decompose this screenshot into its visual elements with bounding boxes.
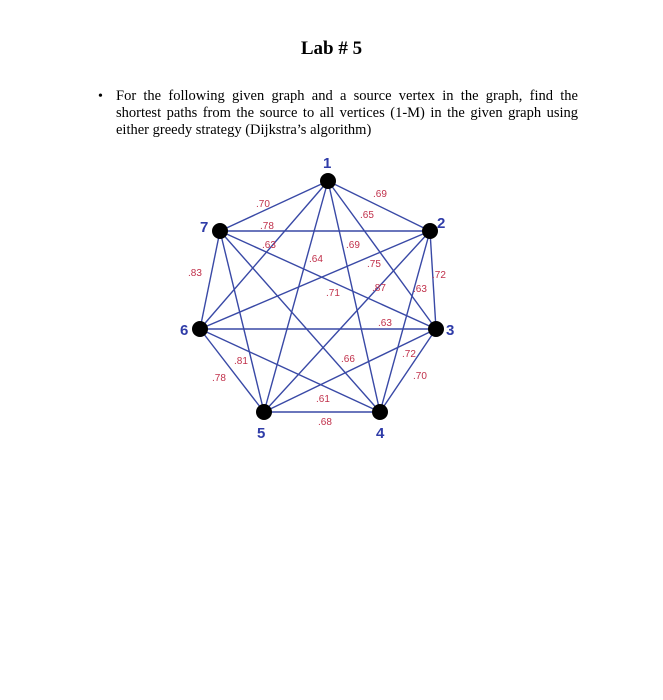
edge-2-6 <box>200 231 430 329</box>
edge-weight-label: .72 <box>402 349 416 360</box>
edge-1-7 <box>220 181 328 231</box>
edge-3-7 <box>220 231 436 329</box>
graph-edges <box>200 181 436 412</box>
edge-weight-label: .70 <box>256 199 270 210</box>
vertex-1 <box>320 173 336 189</box>
edge-weight-label: .71 <box>326 288 340 299</box>
edge-6-7 <box>200 231 220 329</box>
edge-weight-label: .63 <box>413 284 427 295</box>
edge-weight-label: .66 <box>341 354 355 365</box>
instruction-text: For the following given graph and a source vertex in the graph, find the shortest paths from the source to all vertices (1-M) in the given graph using either greedy strategy (Dijkstra’s algorithm) <box>116 88 578 138</box>
vertex-label-2: 2 <box>437 215 446 232</box>
vertex-3 <box>428 321 444 337</box>
edge-weight-label: .68 <box>318 417 332 428</box>
edge-weight-label: .63 <box>378 318 392 329</box>
edge-weight-label: .64 <box>309 254 323 265</box>
edge-weight-label: .75 <box>367 259 381 270</box>
vertex-label-6: 6 <box>180 322 189 339</box>
vertex-7 <box>212 223 228 239</box>
edge-weight-label: .87 <box>372 283 386 294</box>
vertex-label-4: 4 <box>376 425 385 442</box>
bullet-symbol: • <box>98 89 103 104</box>
page-title: Lab # 5 <box>300 38 363 59</box>
edge-5-7 <box>220 231 264 412</box>
vertex-5 <box>256 404 272 420</box>
edge-weight-label: .63 <box>262 240 276 251</box>
edge-weight-label: .83 <box>188 268 202 279</box>
vertex-4 <box>372 404 388 420</box>
edge-weight-label: .65 <box>360 210 374 221</box>
edge-3-4 <box>380 329 436 412</box>
vertex-label-7: 7 <box>200 219 209 236</box>
edge-weight-label: .72 <box>432 270 446 281</box>
edge-weight-label: .70 <box>413 371 427 382</box>
edge-weight-label: .78 <box>212 373 226 384</box>
vertex-label-5: 5 <box>257 425 266 442</box>
vertex-label-3: 3 <box>446 322 455 339</box>
edge-weight-label: .81 <box>234 356 248 367</box>
edge-weight-label: .78 <box>260 221 274 232</box>
edge-4-7 <box>220 231 380 412</box>
edge-weight-label: .69 <box>346 240 360 251</box>
edge-weight-labels <box>188 189 446 428</box>
edge-weight-label: .61 <box>316 394 330 405</box>
edge-weight-label: .69 <box>373 189 387 200</box>
vertex-2 <box>422 223 438 239</box>
vertex-label-1: 1 <box>323 155 332 172</box>
vertex-6 <box>192 321 208 337</box>
